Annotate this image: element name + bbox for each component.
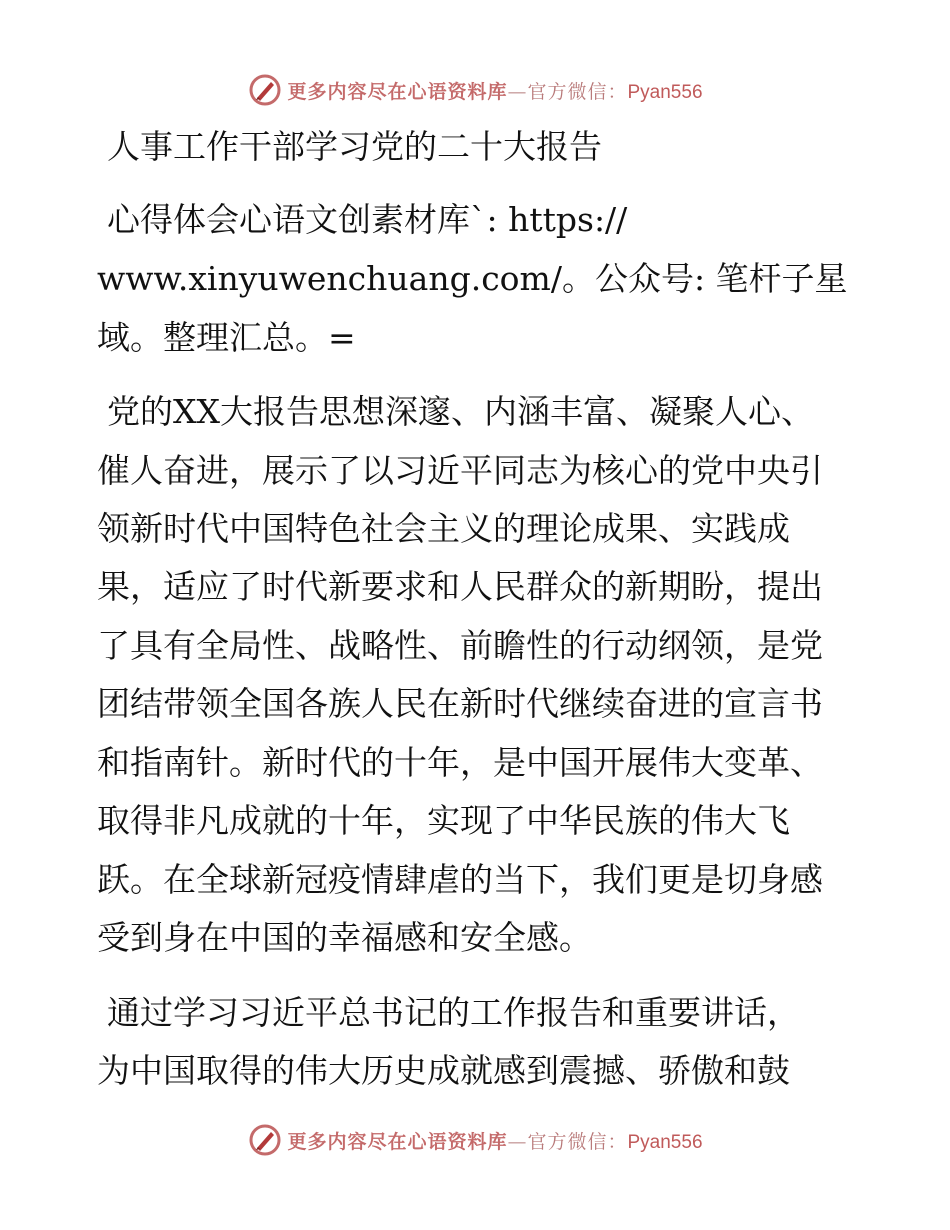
logo-icon [247, 1122, 283, 1158]
document-title: 人事工作干部学习党的二十大报告 [107, 127, 602, 166]
watermark-wechat-label: 官方微信： [527, 1130, 628, 1153]
source-line-3: 域。整理汇总。= [97, 318, 356, 357]
paragraph-1-line: 果，适应了时代新要求和人民群众的新期盼，提出 [97, 567, 823, 606]
watermark-wechat-label: 官方微信： [527, 80, 628, 103]
watermark-main-text: 更多内容尽在心语资料库 [287, 80, 508, 103]
source-line-1: 心得体会心语文创素材库`: https:// [107, 200, 628, 239]
watermark-dash: — [507, 80, 528, 103]
watermark-main-text: 更多内容尽在心语资料库 [287, 1130, 508, 1153]
watermark-wechat-id: Pyan556 [627, 1131, 703, 1153]
paragraph-1-line: 和指南针。新时代的十年，是中国开展伟大变革、 [97, 743, 823, 782]
paragraph-1-line: 团结带领全国各族人民在新时代继续奋进的宣言书 [97, 684, 823, 723]
watermark-wechat-id: Pyan556 [627, 81, 703, 103]
header-watermark [0, 70, 950, 110]
paragraph-1-line: 取得非凡成就的十年，实现了中华民族的伟大飞 [97, 801, 790, 840]
paragraph-2-line: 通过学习习近平总书记的工作报告和重要讲话， [107, 993, 800, 1032]
paragraph-2-line: 为中国取得的伟大历史成就感到震撼、骄傲和鼓 [97, 1051, 790, 1090]
footer-watermark [0, 1120, 950, 1160]
source-line-2: www.xinyuwenchuang.com/。公众号: 笔杆子星 [97, 259, 848, 298]
paragraph-1-line: 受到身在中国的幸福感和安全感。 [97, 918, 592, 957]
logo-icon [247, 72, 283, 108]
paragraph-1-line: 跃。在全球新冠疫情肆虐的当下，我们更是切身感 [97, 860, 823, 899]
paragraph-1-line: 了具有全局性、战略性、前瞻性的行动纲领，是党 [97, 626, 823, 665]
paragraph-1-line: 领新时代中国特色社会主义的理论成果、实践成 [97, 509, 790, 548]
paragraph-1-line: 党的XX大报告思想深邃、内涵丰富、凝聚人心、 [107, 392, 814, 431]
paragraph-1-line: 催人奋进，展示了以习近平同志为核心的党中央引 [97, 451, 823, 490]
watermark-dash: — [507, 1130, 528, 1153]
